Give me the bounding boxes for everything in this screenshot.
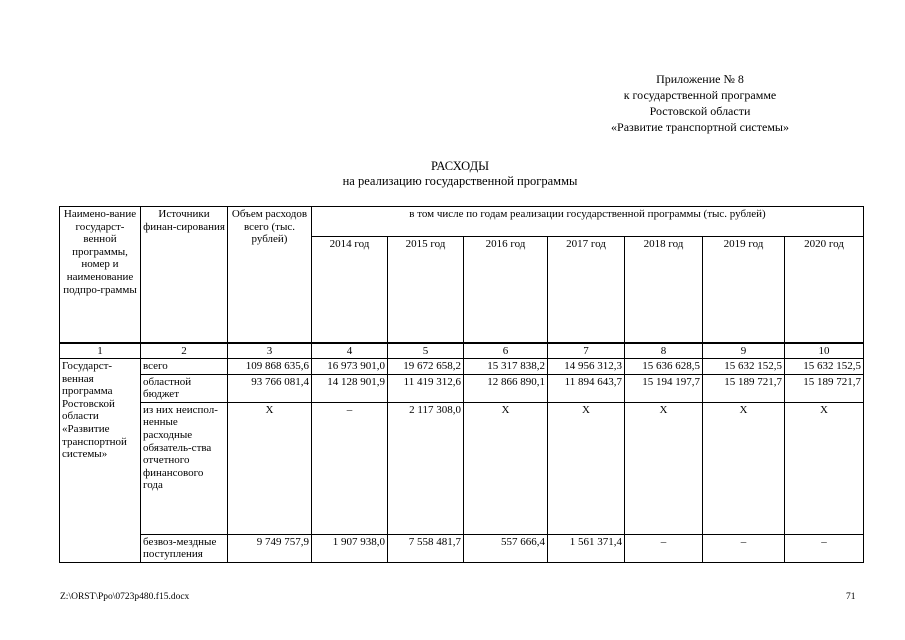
value-cell: 109 868 635,6 <box>228 359 312 375</box>
col-number: 4 <box>312 343 388 359</box>
col-number: 2 <box>141 343 228 359</box>
value-cell: 15 194 197,7 <box>625 374 703 402</box>
appendix-line-2: к государственной программе <box>623 88 777 102</box>
col-number: 8 <box>625 343 703 359</box>
source-cell: безвоз-мездные поступления <box>141 534 228 562</box>
value-cell: 11 894 643,7 <box>548 374 625 402</box>
expenses-table <box>59 206 864 563</box>
col-number: 3 <box>228 343 312 359</box>
value-cell: – <box>312 402 388 534</box>
col-number: 10 <box>785 343 864 359</box>
value-cell: 2 117 308,0 <box>388 402 464 534</box>
program-name: Государст-венная программа Ростовской области «Развитие транспортной системы» <box>60 359 141 563</box>
header-year: 2019 год <box>703 237 785 343</box>
appendix-line-1: Приложение № 8 <box>656 72 744 86</box>
column-numbers-row <box>60 343 864 359</box>
file-path: Z:\ORST\Ppo\0723p480.f15.docx <box>60 592 190 602</box>
value-cell: 14 956 312,3 <box>548 359 625 375</box>
table-row <box>60 402 864 534</box>
document-subtitle: на реализацию государственной программы <box>342 174 578 188</box>
value-cell: 15 189 721,7 <box>785 374 864 402</box>
col-number: 6 <box>464 343 548 359</box>
header-source: Источники финан-сирования <box>141 207 228 343</box>
value-cell: X <box>228 402 312 534</box>
table-row <box>60 374 864 402</box>
value-cell: X <box>464 402 548 534</box>
value-cell: 15 632 152,5 <box>703 359 785 375</box>
value-cell: 7 558 481,7 <box>388 534 464 562</box>
col-number: 1 <box>60 343 141 359</box>
source-cell: всего <box>141 359 228 375</box>
header-year: 2014 год <box>312 237 388 343</box>
header-years-group: в том числе по годам реализации государственной программы (тыс. рублей) <box>312 207 864 237</box>
value-cell: – <box>625 534 703 562</box>
value-cell: 14 128 901,9 <box>312 374 388 402</box>
value-cell: X <box>548 402 625 534</box>
value-cell: – <box>785 534 864 562</box>
page-number: 71 <box>846 592 856 602</box>
value-cell: 15 317 838,2 <box>464 359 548 375</box>
header-year: 2016 год <box>464 237 548 343</box>
value-cell: 9 749 757,9 <box>228 534 312 562</box>
header-year: 2020 год <box>785 237 864 343</box>
col-number: 5 <box>388 343 464 359</box>
appendix-line-4: «Развитие транспортной системы» <box>611 120 789 134</box>
value-cell: 12 866 890,1 <box>464 374 548 402</box>
value-cell: 15 189 721,7 <box>703 374 785 402</box>
document-title: РАСХОДЫ <box>431 159 489 173</box>
header-year: 2017 год <box>548 237 625 343</box>
value-cell: X <box>785 402 864 534</box>
value-cell: 15 632 152,5 <box>785 359 864 375</box>
value-cell: X <box>703 402 785 534</box>
value-cell: 11 419 312,6 <box>388 374 464 402</box>
header-total: Объем расходов всего (тыс. рублей) <box>228 207 312 343</box>
header-year: 2015 год <box>388 237 464 343</box>
header-name: Наимено-вание государст-венной программы, номер и наименование подпро-граммы <box>60 207 141 343</box>
value-cell: – <box>703 534 785 562</box>
table-row <box>60 359 864 375</box>
table-row <box>60 534 864 562</box>
appendix-note <box>570 71 830 135</box>
value-cell: 15 636 628,5 <box>625 359 703 375</box>
header-year: 2018 год <box>625 237 703 343</box>
appendix-line-3: Ростовской области <box>649 104 751 118</box>
source-cell: областной бюджет <box>141 374 228 402</box>
col-number: 9 <box>703 343 785 359</box>
source-cell: из них неиспол-ненные расходные обязатель-ства отчетного финансового года <box>141 402 228 534</box>
value-cell: 1 561 371,4 <box>548 534 625 562</box>
value-cell: X <box>625 402 703 534</box>
value-cell: 16 973 901,0 <box>312 359 388 375</box>
value-cell: 1 907 938,0 <box>312 534 388 562</box>
value-cell: 19 672 658,2 <box>388 359 464 375</box>
value-cell: 557 666,4 <box>464 534 548 562</box>
col-number: 7 <box>548 343 625 359</box>
value-cell: 93 766 081,4 <box>228 374 312 402</box>
